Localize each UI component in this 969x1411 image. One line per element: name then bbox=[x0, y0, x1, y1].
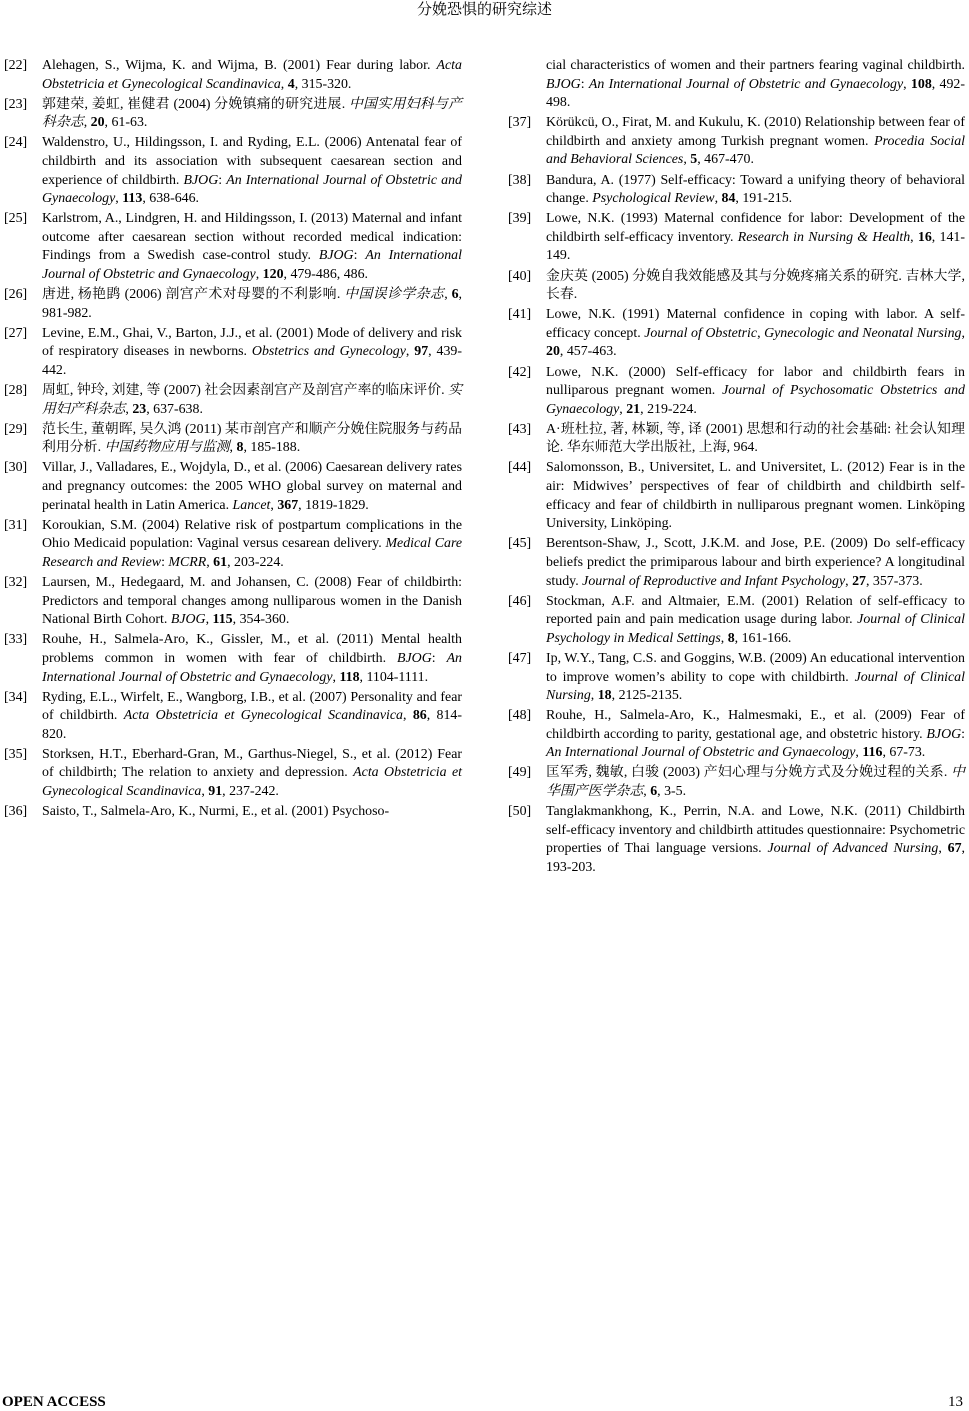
reference-number: [38] bbox=[508, 172, 532, 188]
reference-entry bbox=[4, 382, 462, 419]
reference-text-segment: Koroukian, S.M. (2004) Relative risk of postpartum complications in the Ohio Medicaid population: Vaginal versus cesarean delivery. bbox=[42, 517, 462, 552]
reference-text-segment: , 814-820. bbox=[42, 708, 462, 742]
running-header: 分娩恐惧的研究综述 bbox=[416, 2, 552, 18]
reference-text-segment: , bbox=[332, 669, 340, 685]
reference-entry bbox=[508, 306, 965, 362]
reference-text-segment: 8 bbox=[236, 440, 244, 456]
reference-entry bbox=[508, 535, 965, 591]
reference-text-segment: BJOG bbox=[926, 726, 962, 742]
reference-text-segment: , bbox=[205, 612, 213, 628]
reference-text-segment: Lowe, N.K. (2000) Self-efficacy for labor and childbirth fears in nulliparous pregnant women. bbox=[546, 364, 965, 399]
reference-text-segment: , bbox=[405, 344, 415, 360]
reference-number: [35] bbox=[4, 746, 28, 762]
reference-text-segment: An International Journal of Obstetric and Gynaecology bbox=[546, 745, 856, 761]
reference-text-segment: Research in Nursing & Health bbox=[737, 229, 911, 245]
reference-text-segment: : bbox=[431, 650, 447, 666]
reference-number: [32] bbox=[4, 575, 28, 591]
reference-text bbox=[546, 421, 965, 458]
reference-text-segment: 120 bbox=[262, 267, 284, 283]
reference-text-segment: , bbox=[229, 440, 237, 456]
reference-text-segment: cial characteristics of women and their partners fearing vaginal childbirth. bbox=[546, 58, 965, 73]
reference-text-segment: : bbox=[353, 248, 366, 264]
reference-text-segment: 4 bbox=[287, 76, 295, 92]
reference-text-segment: 116 bbox=[862, 745, 883, 761]
reference-text bbox=[42, 286, 462, 323]
reference-text-segment: Waldenstro, U., Hildingsson, I. and Ryding, E.L. (2006) Antenatal fear of childbirth and its association with subsequent caesarean section and experience of childbirth. bbox=[42, 135, 462, 188]
reference-number: [43] bbox=[508, 421, 532, 437]
reference-text-segment: , bbox=[115, 191, 123, 207]
reference-number: [33] bbox=[4, 632, 28, 648]
reference-text-segment: : bbox=[580, 76, 589, 92]
reference-entry bbox=[508, 114, 965, 170]
reference-text-segment: , 2125-2135. bbox=[611, 688, 683, 704]
reference-number: [25] bbox=[4, 211, 28, 227]
reference-text-segment: : bbox=[218, 172, 227, 188]
reference-entry bbox=[4, 286, 462, 323]
reference-text-segment: Lancet bbox=[232, 497, 271, 513]
reference-text-segment: , bbox=[643, 784, 651, 800]
reference-text bbox=[546, 764, 965, 801]
reference-text-segment: , 219-224. bbox=[640, 401, 697, 417]
reference-number: [48] bbox=[508, 708, 532, 724]
reference-text-segment: 97 bbox=[414, 344, 429, 360]
reference-text-segment: Journal of Clinical Psychology in Medical Settings bbox=[546, 612, 965, 646]
reference-number: [36] bbox=[4, 804, 28, 820]
reference-text-segment: , bbox=[855, 745, 863, 761]
reference-text-segment: BJOG bbox=[183, 172, 219, 188]
reference-text-segment: 匡军秀, 魏敏, 白骏 (2003) 产妇心理与分娩方式及分娩过程的关系. bbox=[546, 765, 952, 781]
reference-text-segment: An International Journal of Obstetric and Gynaecology bbox=[42, 172, 462, 207]
reference-entry bbox=[508, 364, 965, 420]
reference-text bbox=[42, 421, 462, 458]
reference-text-segment: 115 bbox=[212, 612, 233, 628]
reference-text-segment: 唐进, 杨艳鹍 (2006) 剖宫产术对母婴的不利影响. bbox=[42, 287, 345, 303]
reference-entry bbox=[4, 459, 462, 515]
reference-number: [50] bbox=[508, 804, 532, 820]
reference-entry bbox=[4, 96, 462, 133]
reference-text-segment: , bbox=[83, 115, 91, 131]
reference-text-segment: Procedia Social and Behavioral Sciences bbox=[546, 133, 966, 168]
reference-number: [30] bbox=[4, 460, 28, 476]
reference-text-segment: , 185-188. bbox=[243, 440, 301, 456]
reference-text-segment: , bbox=[270, 497, 278, 513]
reference-text-segment: 16 bbox=[917, 229, 932, 245]
reference-text bbox=[42, 210, 462, 284]
reference-text-segment: Villar, J., Valladares, E., Wojdyla, D., et al. (2006) Caesarean delivery rates and pregnancy outcomes: the 2005 WHO global survey on maternal and perinatal health in Latin America. bbox=[42, 460, 462, 513]
reference-text-segment: , bbox=[280, 76, 288, 92]
reference-text-segment: , 161-166. bbox=[734, 630, 792, 646]
reference-number: [45] bbox=[508, 536, 532, 552]
reference-entry bbox=[508, 421, 965, 458]
reference-text-segment: , bbox=[938, 841, 948, 857]
reference-text-segment: , bbox=[255, 267, 263, 283]
reference-text bbox=[42, 689, 462, 745]
reference-text-segment: 61 bbox=[213, 554, 228, 570]
reference-text-segment: MCRR bbox=[168, 554, 207, 570]
reference-number: [44] bbox=[508, 460, 532, 476]
reference-text-segment: Acta Obstetricia et Gynecological Scandinavica bbox=[42, 765, 462, 800]
reference-text-segment: 23 bbox=[132, 401, 147, 417]
reference-number: [29] bbox=[4, 421, 28, 437]
reference-text-segment: Karlstrom, A., Lindgren, H. and Hildingsson, I. (2013) Maternal and infant outcome after caesarean section without recorded medical indication: Findings from a Swedish case-control study. bbox=[42, 211, 462, 264]
reference-text-segment: An International Journal of Obstetric and Gynaecology bbox=[588, 76, 904, 92]
reference-text-segment: 21 bbox=[626, 401, 641, 417]
reference-text-segment: 20 bbox=[90, 115, 105, 131]
reference-text-segment: 范长生, 董朝晖, 吴久鸿 (2011) 某市剖宫产和顺产分娩住院服务与药品利用分析. bbox=[42, 421, 462, 456]
reference-text-segment: , 3-5. bbox=[657, 784, 687, 800]
reference-text-segment: Journal of Advanced Nursing bbox=[767, 841, 939, 857]
reference-text-segment: 6 bbox=[451, 287, 459, 303]
reference-text-segment: : bbox=[961, 726, 965, 742]
reference-entry bbox=[508, 172, 965, 209]
reference-text-segment: An International Journal of Obstetric and Gynaecology bbox=[42, 248, 462, 283]
reference-text-segment: , bbox=[903, 76, 911, 92]
reference-text-segment: Ip, W.Y., Tang, C.S. and Goggins, W.B. (2009) An educational intervention to improve women’s ability to cope with childbirth. bbox=[546, 650, 965, 685]
reference-number: [24] bbox=[4, 135, 28, 151]
reference-text bbox=[42, 517, 462, 573]
reference-text-segment: , 141-149. bbox=[546, 229, 965, 264]
reference-text-segment: , bbox=[910, 229, 918, 245]
reference-entry bbox=[4, 689, 462, 745]
reference-text-segment: , 237-242. bbox=[222, 784, 279, 800]
reference-text-segment: , 67-73. bbox=[882, 745, 926, 761]
reference-number: [22] bbox=[4, 58, 28, 73]
reference-text bbox=[546, 114, 965, 170]
open-access-label: OPEN ACCESS bbox=[2, 1394, 106, 1410]
reference-number: [27] bbox=[4, 325, 28, 341]
reference-text-segment: , bbox=[619, 401, 627, 417]
reference-text-segment: BJOG bbox=[170, 612, 206, 628]
reference-text-segment: Saisto, T., Salmela-Aro, K., Nurmi, E., et al. (2001) Psychoso- bbox=[42, 804, 390, 820]
reference-text-segment: , bbox=[206, 554, 214, 570]
reference-number: [26] bbox=[4, 287, 28, 303]
reference-text-segment: 118 bbox=[339, 669, 360, 685]
reference-entry bbox=[4, 574, 462, 630]
reference-text-segment: , 638-646. bbox=[142, 191, 200, 207]
reference-text-segment: Psychological Review bbox=[592, 191, 715, 207]
reference-number: [46] bbox=[508, 593, 532, 609]
reference-text-segment: 金庆英 (2005) 分娩自我效能感及其与分娩疼痛关系的研究. 吉林大学, 长春. bbox=[546, 268, 965, 303]
reference-text bbox=[42, 746, 462, 802]
reference-text-segment: 实用妇产科杂志 bbox=[42, 383, 462, 417]
reference-text-segment: , 492-498. bbox=[546, 76, 965, 111]
reference-number: [34] bbox=[4, 689, 28, 705]
reference-text-segment: Tanglakmankhong, K., Perrin, N.A. and Lowe, N.K. (2011) Childbirth self-efficacy inventory and childbirth attitudes questionnaire: Psychometric properties of Thai language versions. bbox=[546, 804, 965, 857]
reference-text-segment: , 354-360. bbox=[232, 612, 290, 628]
reference-text-segment: , 193-203. bbox=[546, 841, 966, 875]
reference-text bbox=[42, 96, 462, 133]
reference-text-segment: 367 bbox=[277, 497, 299, 513]
reference-text-segment: Acta Obstetricia et Gynecological Scandinavica bbox=[42, 58, 462, 92]
reference-number: [40] bbox=[508, 268, 532, 284]
reference-entry bbox=[508, 707, 965, 763]
reference-entry bbox=[508, 803, 965, 877]
reference-text-segment: , 203-224. bbox=[227, 554, 284, 570]
reference-text-segment: Lowe, N.K. (1991) Maternal confidence in coping with labor. A self-efficacy concept. bbox=[546, 307, 965, 341]
reference-number: [23] bbox=[4, 96, 28, 112]
reference-text bbox=[42, 57, 462, 94]
reference-entry bbox=[4, 631, 462, 687]
reference-text-segment: Berentson-Shaw, J., Scott, J.K.M. and Jose, P.E. (2009) Do self-efficacy beliefs predict the primiparous labour and birth experience? A longitudinal study. bbox=[546, 536, 965, 589]
reference-text-segment: , 357-373. bbox=[865, 573, 923, 589]
reference-number: [37] bbox=[508, 115, 532, 131]
reference-text-segment: 5 bbox=[690, 152, 698, 168]
reference-text bbox=[546, 306, 965, 362]
reference-number: [49] bbox=[508, 765, 532, 781]
reference-text bbox=[42, 459, 462, 515]
reference-text-segment: , bbox=[845, 573, 853, 589]
reference-text-segment: Körükcü, O., Firat, M. and Kukulu, K. (2010) Relationship between fear of childbirth and anxiety among Turkish pregnant women. bbox=[546, 115, 965, 149]
reference-text-segment: Laursen, M., Hedegaard, M. and Johansen, C. (2008) Fear of childbirth: Predictors and temporal changes among nulliparous women in the Danish National Birth Cohort. bbox=[42, 575, 462, 628]
reference-text-segment: Rouhe, H., Salmela-Aro, K., Gissler, M., et al. (2011) Mental health problems common in women with fear of childbirth. bbox=[42, 632, 462, 666]
reference-text-segment: 6 bbox=[650, 784, 658, 800]
reference-text bbox=[546, 459, 965, 533]
reference-text-segment: Gynecologic and Neonatal Nursing bbox=[764, 325, 962, 341]
reference-text-segment: , bbox=[683, 152, 691, 168]
reference-text-segment: Alehagen, S., Wijma, K. and Wijma, B. (2001) Fear during labor. bbox=[42, 58, 437, 73]
reference-text-segment: Rouhe, H., Salmela-Aro, K., Halmesmaki, E., et al. (2009) Fear of childbirth according to parity, gestational age, and obstetric history. bbox=[546, 708, 965, 742]
reference-text-segment: 周虹, 钟玲, 刘建, 等 (2007) 社会因素剖宫产及剖宫产率的临床评价. bbox=[42, 383, 449, 399]
reference-continuation bbox=[508, 57, 965, 113]
reference-text bbox=[546, 593, 965, 649]
page-number: 13 bbox=[948, 1394, 963, 1410]
reference-text bbox=[42, 574, 462, 630]
reference-column-right bbox=[508, 57, 965, 879]
reference-text-segment: , 479-486, 486. bbox=[283, 267, 369, 283]
reference-text-segment: A·班杜拉, 著, 林颖, 等, 译 (2001) 思想和行动的社会基础: 社会认知理论. 华东师范大学出版社, 上海, 964. bbox=[546, 421, 965, 456]
reference-text-segment: Acta Obstetricia et Gynecological Scandinavica bbox=[123, 708, 403, 724]
reference-number: [28] bbox=[4, 383, 28, 399]
reference-number: [47] bbox=[508, 650, 532, 666]
reference-text-segment: 18 bbox=[597, 688, 612, 704]
reference-number: [31] bbox=[4, 517, 28, 533]
reference-text bbox=[42, 134, 462, 208]
reference-entry bbox=[4, 746, 462, 802]
reference-text bbox=[42, 631, 462, 687]
reference-number: [39] bbox=[508, 211, 532, 227]
reference-text-segment: , 315-320. bbox=[294, 76, 352, 92]
reference-text-segment: 中华围产医学杂志 bbox=[546, 765, 965, 800]
reference-entry bbox=[508, 210, 965, 266]
reference-text-segment: 20 bbox=[546, 344, 560, 360]
reference-text-segment: , bbox=[125, 401, 133, 417]
reference-text-segment: Lowe, N.K. (1993) Maternal confidence for labor: Development of the childbirth self-efficacy inventory. bbox=[546, 211, 965, 245]
reference-text-segment: , 191-215. bbox=[735, 191, 793, 207]
reference-text-segment: , 457-463. bbox=[559, 344, 617, 360]
reference-text-segment: , 981-982. bbox=[42, 287, 462, 321]
reference-text-segment: Journal of Reproductive and Infant Psychology bbox=[582, 573, 846, 589]
reference-text-segment: , 637-638. bbox=[146, 401, 203, 417]
reference-text bbox=[546, 535, 965, 591]
reference-text bbox=[546, 803, 965, 877]
reference-entry bbox=[4, 134, 462, 208]
reference-text bbox=[546, 210, 965, 266]
reference-entry bbox=[4, 421, 462, 458]
reference-text-segment: An International Journal of Obstetric and Gynaecology bbox=[42, 650, 462, 685]
reference-text-segment: BJOG bbox=[397, 650, 432, 666]
reference-text-segment: Storksen, H.T., Eberhard-Gran, M., Garthus-Niegel, S., et al. (2012) Fear of childbirth; The relation to anxiety and depression. bbox=[42, 746, 462, 781]
reference-text-segment: 86 bbox=[412, 708, 427, 724]
reference-text bbox=[546, 650, 965, 706]
reference-text-segment: 8 bbox=[727, 630, 735, 646]
reference-entry bbox=[4, 803, 462, 822]
reference-text-segment: Medical Care Research and Review bbox=[42, 536, 462, 570]
reference-text bbox=[42, 382, 462, 419]
reference-text-segment: Obstetrics and Gynecology bbox=[251, 344, 406, 360]
reference-text-segment: 67 bbox=[947, 841, 962, 857]
reference-text-segment: , 1104-1111. bbox=[359, 669, 429, 685]
reference-text-segment: 108 bbox=[910, 76, 932, 92]
reference-entry bbox=[508, 764, 965, 801]
reference-text-segment: BJOG bbox=[318, 248, 354, 264]
reference-text-segment: Ryding, E.L., Wirfelt, E., Wangborg, I.B., et al. (2007) Personality and fear of childbirth. bbox=[42, 689, 462, 724]
reference-text-segment: , bbox=[201, 784, 209, 800]
reference-number: [42] bbox=[508, 364, 532, 380]
reference-text-segment: , bbox=[757, 325, 765, 341]
reference-text-segment: , bbox=[590, 688, 598, 704]
reference-text-segment: , bbox=[402, 708, 413, 724]
reference-text-segment: Journal of Psychosomatic Obstetrics and Gynaecology bbox=[546, 383, 965, 417]
reference-text-segment: Journal of Clinical Nursing bbox=[546, 669, 965, 704]
reference-text-segment: 中国误诊学杂志 bbox=[344, 287, 445, 303]
reference-text bbox=[42, 803, 462, 822]
reference-text bbox=[546, 707, 965, 763]
reference-entry bbox=[508, 459, 965, 533]
reference-text-segment: 中国实用妇科与产科杂志 bbox=[42, 96, 462, 131]
reference-column-left bbox=[4, 57, 462, 823]
reference-text-segment: , bbox=[961, 325, 965, 341]
reference-text-segment: 91 bbox=[208, 784, 223, 800]
reference-text-segment: , bbox=[444, 287, 452, 303]
reference-entry bbox=[4, 210, 462, 284]
reference-text-segment: , 439-442. bbox=[42, 344, 462, 378]
reference-text-segment: Stockman, A.F. and Altmaier, E.M. (2001) Relation of self-efficacy to reported pain and pain medication usage during labor. bbox=[546, 593, 965, 628]
reference-text bbox=[42, 325, 462, 381]
reference-text-segment: Salomonsson, B., Universitet, L. and Universitet, L. (2012) Fear is in the air: Midwives’ perspectives of fear of childbirth and childbirth self-efficacy and fear of childbirth in nulliparous pregnant women. Linköping University, Linköping. bbox=[546, 460, 965, 532]
reference-text-segment: , 61-63. bbox=[104, 115, 148, 131]
reference-text-segment: Journal of Obstetric bbox=[644, 325, 758, 341]
reference-entry bbox=[4, 517, 462, 573]
reference-text bbox=[546, 172, 965, 209]
reference-text-segment: , 1819-1829. bbox=[298, 497, 369, 513]
reference-text-segment: 113 bbox=[122, 191, 143, 207]
reference-number: [41] bbox=[508, 307, 532, 323]
reference-text-segment: 中国药物应用与监测 bbox=[104, 440, 230, 456]
reference-entry bbox=[4, 325, 462, 381]
reference-text-segment: Bandura, A. (1977) Self-efficacy: Toward a unifying theory of behavioral change. bbox=[546, 172, 965, 207]
reference-text-segment: , 467-470. bbox=[697, 152, 754, 168]
reference-text-segment: Levine, E.M., Ghai, V., Barton, J.J., et al. (2001) Mode of delivery and risk of respiratory diseases in newborns. bbox=[42, 325, 462, 360]
reference-text-segment: 84 bbox=[721, 191, 736, 207]
reference-entry bbox=[4, 57, 462, 94]
reference-text bbox=[546, 268, 965, 305]
reference-text-segment: BJOG bbox=[546, 76, 581, 92]
reference-text-segment: 郭建荣, 姜虹, 崔健君 (2004) 分娩镇痛的研究进展. bbox=[42, 96, 349, 112]
reference-text-segment: : bbox=[161, 554, 169, 570]
reference-entry bbox=[508, 268, 965, 305]
reference-text-segment: 27 bbox=[852, 573, 866, 589]
reference-entry bbox=[508, 650, 965, 706]
reference-entry bbox=[508, 593, 965, 649]
reference-text bbox=[546, 364, 965, 420]
reference-text-segment: , bbox=[714, 191, 722, 207]
reference-text-segment: , bbox=[720, 630, 728, 646]
